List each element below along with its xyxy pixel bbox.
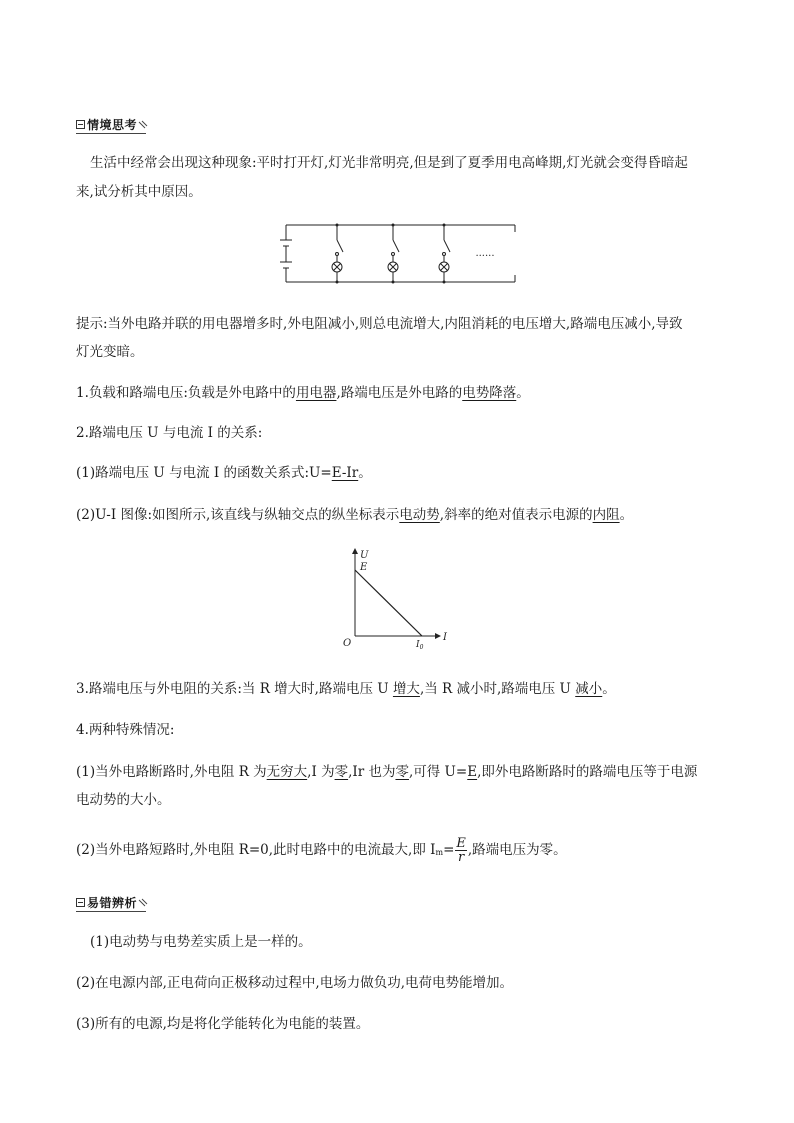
e-label: E — [360, 562, 368, 573]
x-axis-label: I — [443, 632, 447, 643]
item-2b-answer-2: 内阻 — [592, 507, 620, 523]
item-3-text-2: ,当 R 减小时,路端电压 U — [419, 681, 576, 697]
item-4a-answer-3: 零 — [395, 764, 409, 780]
item-2b-end: 。 — [619, 507, 634, 523]
section-title: 易错辨析 — [87, 895, 138, 910]
item-4a-text-3: ,Ir 也为 — [348, 764, 396, 780]
item-4b — [76, 832, 567, 868]
item-4a-answer-2: 零 — [334, 764, 349, 780]
fraction-numerator: E — [456, 835, 466, 851]
item-3 — [76, 679, 616, 699]
item-4: 4.两种特殊情况: — [76, 722, 175, 738]
error-item-2: (2)在电源内部,正电荷向正极移动过程中,电场力做负功,电荷电势能增加。 — [76, 975, 513, 991]
item-2a-end: 。 — [358, 465, 372, 481]
ui-line — [355, 570, 422, 636]
lamp-branch-1 — [332, 224, 343, 284]
scenario-line-1: 生活中经常会出现这种现象:平时打开灯,灯光非常明亮,但是到了夏季用电高峰期,灯光就会变得昏暗起 — [90, 155, 688, 171]
lamp-branch-3 — [439, 224, 450, 284]
section-box-icon — [76, 898, 85, 907]
item-4a-text-4: ,可得 U= — [408, 764, 468, 780]
section-title: 情境思考 — [87, 117, 138, 132]
y-axis-label: U — [360, 550, 369, 561]
error-item-3: (3)所有的电源,均是将化学能转化为电能的装置。 — [76, 1016, 370, 1032]
item-4a-answer-4: E — [467, 764, 478, 780]
section-underline — [76, 133, 146, 134]
section-tail-icon — [138, 897, 148, 907]
item-2a — [76, 463, 372, 483]
fraction-denominator: r — [458, 849, 465, 865]
section-underline — [76, 911, 146, 912]
item-2b-text-2: ,斜率的绝对值表示电源的 — [439, 507, 593, 523]
item-4b-text: (2)当外电路短路时,外电阻 R=0,此时电路中的电流最大,即 I — [76, 842, 436, 858]
fraction — [455, 837, 467, 864]
item-2b-text: (2)U-I 图像:如图所示,该直线与纵轴交点的纵坐标表示 — [76, 507, 400, 523]
origin-label: O — [343, 638, 352, 649]
item-4a-line-2: 电动势的大小。 — [76, 792, 171, 808]
section-header-errors — [76, 894, 148, 910]
circuit-diagram — [270, 218, 520, 288]
item-3-answer-2: 减小 — [575, 681, 603, 697]
item-4a-text: (1)当外电路断路时,外电阻 R 为 — [76, 764, 267, 780]
ui-graph — [338, 546, 458, 652]
item-3-answer-1: 增大 — [392, 681, 420, 697]
section-tail-icon — [138, 119, 148, 129]
item-2b — [76, 505, 633, 525]
item-1-text: 1.负载和路端电压:负载是外电路中的 — [76, 385, 296, 401]
item-4b-end: ,路端电压为零。 — [467, 842, 567, 858]
item-1-answer-2: 电势降落 — [462, 385, 517, 401]
scenario-line-2: 来,试分析其中原因。 — [76, 184, 202, 200]
item-2a-answer: E-Ir — [331, 465, 359, 481]
item-1-text-2: ,路端电压是外电路的 — [336, 385, 463, 401]
item-4b-equals: = — [443, 842, 455, 858]
item-1-end: 。 — [516, 385, 530, 401]
item-2b-answer-1: 电动势 — [399, 507, 440, 523]
item-4b-subscript: m — [435, 848, 444, 857]
item-2a-text: (1)路端电压 U 与电流 I 的函数关系式:U= — [76, 465, 332, 481]
item-4a-text-2: ,I 为 — [307, 764, 335, 780]
section-header-scenario — [76, 116, 148, 132]
hint-line-2: 灯光变暗。 — [76, 344, 144, 360]
circuit-ellipsis: ...... — [475, 248, 495, 259]
error-item-1: (1)电动势与电势差实质上是一样的。 — [90, 934, 312, 950]
item-1 — [76, 383, 530, 403]
hint-line-1: 提示:当外电路并联的用电器增多时,外电阻减小,则总电流增大,内阻消耗的电压增大,路端电压减小,导致 — [76, 316, 683, 332]
item-4a-answer-1: 无穷大 — [266, 764, 308, 780]
item-1-answer-1: 用电器 — [295, 385, 337, 401]
i0-label: $I_0$ — [416, 640, 424, 651]
item-4a-line-1 — [76, 762, 697, 782]
item-4a-text-5: ,即外电路断路时的路端电压等于电源 — [477, 764, 698, 780]
item-2: 2.路端电压 U 与电流 I 的关系: — [76, 425, 263, 441]
lamp-branch-2 — [388, 224, 399, 284]
item-3-end: 。 — [602, 681, 616, 697]
section-box-icon — [76, 120, 85, 129]
item-3-text: 3.路端电压与外电阻的关系:当 R 增大时,路端电压 U — [76, 681, 393, 697]
